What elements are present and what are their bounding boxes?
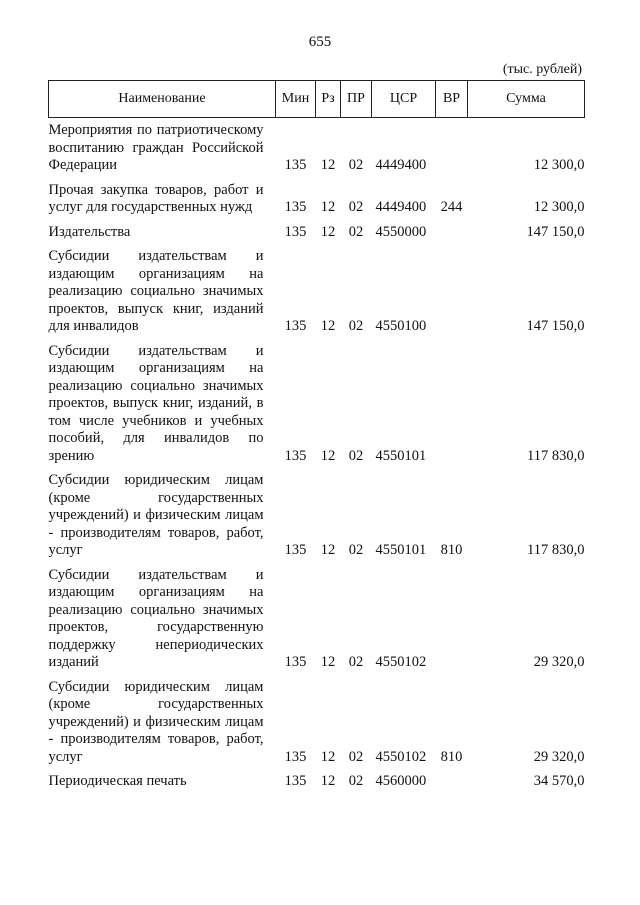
row-min: 135 (284, 318, 307, 334)
row-rz: 12 (320, 654, 336, 670)
row-sum: 117 830,0 (527, 542, 585, 558)
row-rz: 12 (320, 223, 336, 240)
row-pr: 02 (348, 318, 364, 334)
row-pr: 02 (348, 447, 364, 464)
row-vr (436, 339, 468, 469)
table-row (49, 563, 585, 675)
row-name: Периодическая печать (48, 773, 187, 789)
row-rz: 12 (320, 318, 336, 334)
row-name: Субсидии юридическим лицам (кроме государственных учреждений) и физическим лицам - производителям товаров, работ, услуг (48, 472, 264, 558)
row-csr: 4449400 (375, 157, 427, 173)
row-rz: 12 (320, 447, 336, 464)
row-sum: 147 150,0 (526, 223, 585, 240)
row-csr: 4560000 (375, 773, 427, 789)
row-sum: 34 570,0 (533, 773, 585, 789)
page-number: 655 (308, 34, 332, 50)
row-vr (436, 220, 468, 245)
row-csr: 4449400 (375, 199, 427, 215)
row-csr: 4550000 (375, 223, 427, 240)
table-header (49, 81, 585, 118)
row-min: 135 (284, 157, 307, 173)
row-vr (436, 118, 468, 178)
row-name: Мероприятия по патриотическому воспитанию граждан Российской Федерации (48, 122, 264, 173)
header-rz: Рз (316, 81, 341, 118)
row-pr: 02 (348, 199, 364, 215)
row-pr: 02 (348, 157, 364, 173)
table-row (49, 339, 585, 469)
row-sum: 12 300,0 (533, 157, 585, 173)
row-name: Прочая закупка товаров, работ и услуг для государственных нужд (48, 181, 264, 215)
row-min: 135 (284, 748, 307, 765)
table-row (49, 675, 585, 770)
row-sum: 117 830,0 (527, 447, 585, 464)
row-sum: 29 320,0 (533, 748, 585, 765)
row-csr: 4550100 (375, 318, 427, 334)
row-vr: 810 (440, 748, 463, 765)
table-row (49, 468, 585, 563)
header-name: Наименование (49, 81, 276, 118)
row-rz: 12 (320, 748, 336, 765)
header-csr: ЦСР (372, 81, 436, 118)
row-sum: 29 320,0 (533, 654, 585, 670)
row-pr: 02 (348, 542, 364, 558)
row-csr: 4550102 (375, 748, 427, 765)
table-row (49, 769, 585, 794)
header-pr: ПР (341, 81, 372, 118)
row-min: 135 (284, 773, 307, 789)
header-sum: Сумма (468, 81, 585, 118)
row-vr: 244 (440, 199, 463, 215)
row-rz: 12 (320, 157, 336, 173)
row-name: Субсидии издательствам и издающим организациям на реализацию социально значимых проектов, выпуск книг, изданий для инвалидов (48, 248, 264, 334)
row-sum: 12 300,0 (533, 199, 585, 215)
row-min: 135 (284, 654, 307, 670)
row-rz: 12 (320, 199, 336, 215)
table-row (49, 220, 585, 245)
table-body (49, 118, 585, 794)
row-vr (436, 244, 468, 339)
table-row (49, 178, 585, 220)
row-vr (436, 563, 468, 675)
table-row (49, 244, 585, 339)
row-min: 135 (284, 199, 307, 215)
row-rz: 12 (320, 773, 336, 789)
row-min: 135 (284, 542, 307, 558)
row-csr: 4550102 (375, 654, 427, 670)
row-name: Субсидии издательствам и издающим организациям на реализацию социально значимых проектов, государственную поддержку непериодических изданий (48, 566, 264, 670)
budget-table (48, 80, 585, 794)
header-vr: ВР (436, 81, 468, 118)
row-csr: 4550101 (375, 447, 427, 464)
row-name: Субсидии издательствам и издающим организациям на реализацию социально значимых проектов, выпуск книг, изданий, в том числе учебников и учебных пособий, для инвалидов по зрению (48, 342, 264, 464)
row-sum: 147 150,0 (526, 318, 585, 334)
row-vr (436, 769, 468, 794)
row-min: 135 (284, 447, 307, 464)
table-row (49, 118, 585, 178)
row-pr: 02 (348, 748, 364, 765)
row-pr: 02 (348, 654, 364, 670)
row-pr: 02 (348, 223, 364, 240)
header-min: Мин (276, 81, 316, 118)
row-pr: 02 (348, 773, 364, 789)
row-name: Субсидии юридическим лицам (кроме государственных учреждений) и физическим лицам - производителям товаров, работ, услуг (48, 678, 264, 765)
row-rz: 12 (320, 542, 336, 558)
row-vr: 810 (440, 542, 463, 558)
row-csr: 4550101 (375, 542, 427, 558)
row-name: Издательства (48, 223, 131, 240)
units-label: (тыс. рублей) (502, 62, 582, 77)
row-min: 135 (284, 223, 307, 240)
